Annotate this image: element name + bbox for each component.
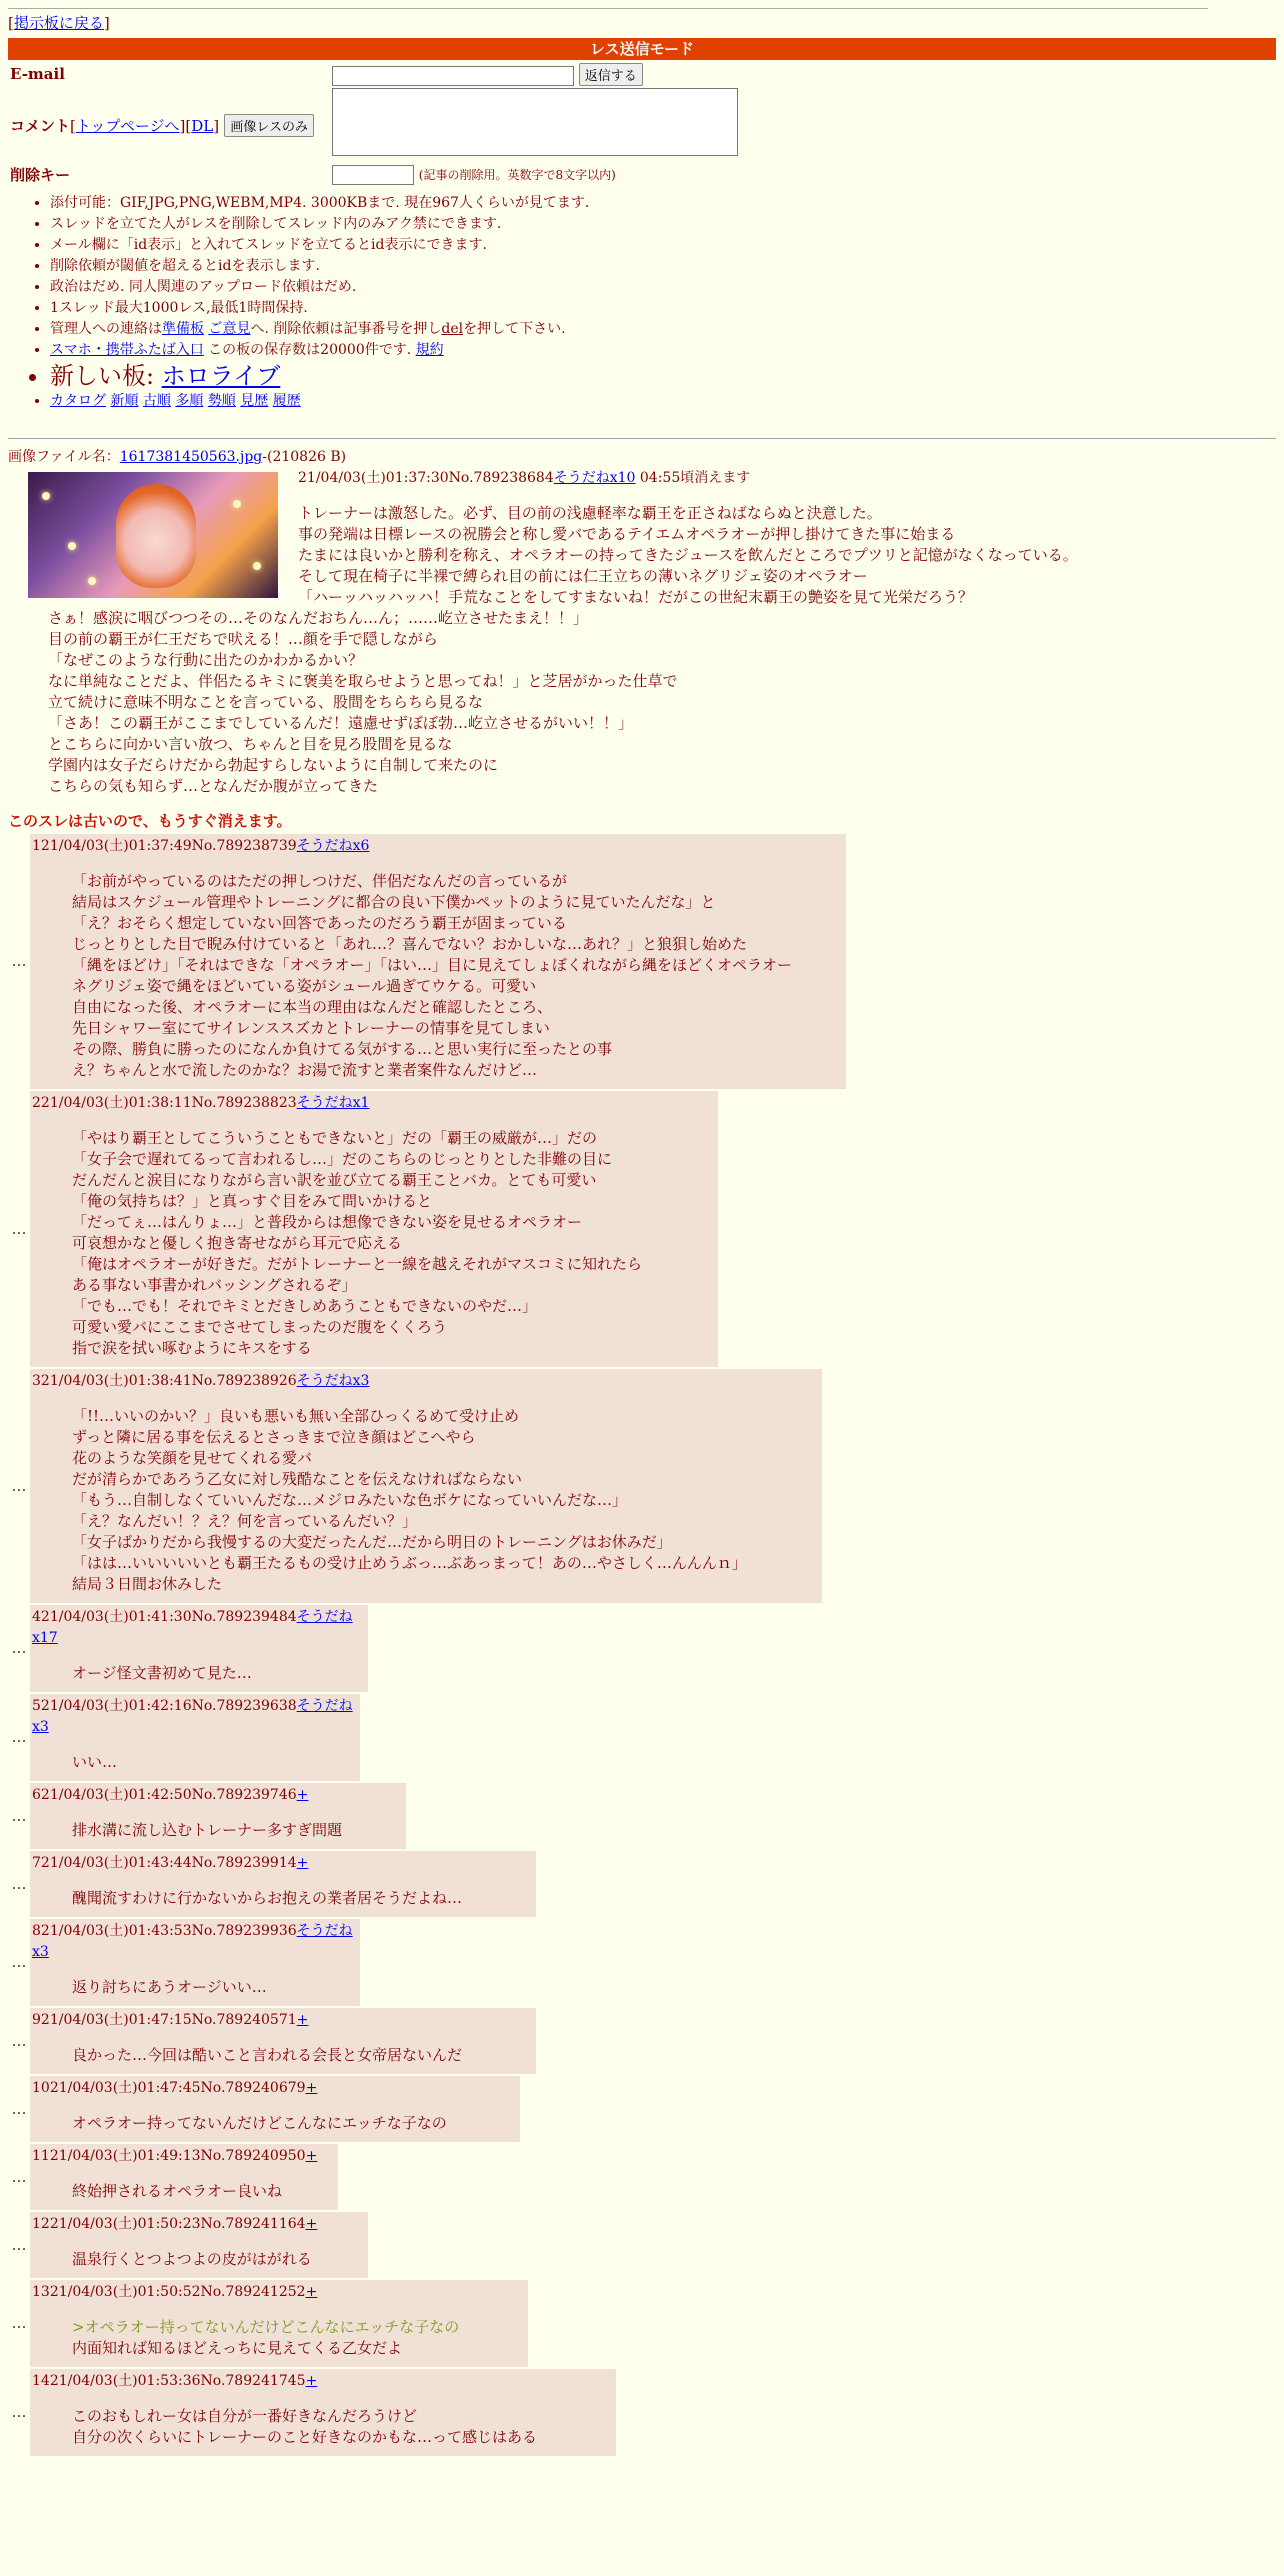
new-board-link[interactable]: ホロライブ [161, 362, 281, 390]
reply-line: 先日シャワー室にてサイレンススズカとトレーナーの情事を見てしまい [72, 1019, 550, 1037]
reply-meta: 21/04/03(土)01:47:15No.789240571 [40, 2012, 297, 2028]
delete-key-label: 削除キー [10, 165, 71, 184]
reply-number: 9 [32, 2012, 41, 2028]
soudane-link[interactable]: そうだねx6 [296, 838, 370, 854]
reply-meta: 21/04/03(土)01:42:50No.789239746 [40, 1787, 297, 1803]
reply-line: 結局はスケジュール管理やトレーニングに都合の良い下僕かペットのように見ていたんだな」と [72, 893, 716, 911]
rule-item: • スレッドを立てた人がレスを削除してスレッド内のみアク禁にできます. [50, 214, 1276, 235]
reply-number: 2 [32, 1095, 41, 1111]
reply-number: 1 [32, 838, 41, 854]
reply-body [72, 871, 840, 1081]
reply-row [8, 2212, 1276, 2278]
reply-body [72, 2317, 522, 2359]
reply-number: 14 [32, 2373, 50, 2389]
reply-line: 指で涙を拭い啄むようにキスをする [72, 1339, 312, 1357]
old-thread-notice: このスレは古いので、もうすぐ消えます。 [8, 812, 292, 830]
reply-row [8, 1783, 1276, 1849]
top-page-link[interactable]: トップページへ [75, 116, 180, 135]
reply-number: 11 [32, 2148, 50, 2164]
op-header: 21/04/03(土)01:37:30No.789238684そうだねx10 04:55頃消えます [298, 470, 751, 486]
mobile-entrance-link[interactable]: スマホ・携帯ふたば入口 [50, 342, 204, 358]
prep-board-link[interactable]: 準備板 [162, 321, 204, 337]
image-only-button[interactable]: 画像レスのみ [224, 114, 314, 137]
rule-item: • 1スレッド最大1000レス,最低1時間保持. [50, 298, 1276, 319]
reply-ellipsis: … [11, 1953, 27, 1971]
reply-header [32, 2214, 362, 2235]
reply-row [8, 1369, 1276, 1603]
reply-box [30, 1783, 406, 1849]
reply-line: 「え？おそらく想定していない回答であったのだろう覇王が固まっている [72, 914, 567, 932]
reply-body [72, 1752, 354, 1773]
reply-meta: 21/04/03(土)01:37:49No.789238739 [40, 838, 297, 854]
terms-link[interactable]: 規約 [415, 342, 444, 358]
feedback-link[interactable]: ご意見 [208, 321, 251, 337]
reply-body [72, 2406, 610, 2448]
nav-history[interactable]: 履歴 [272, 393, 301, 409]
op-soudane-link[interactable]: そうだねx10 [553, 470, 636, 486]
reply-header [32, 2010, 530, 2031]
reply-header [32, 2282, 522, 2303]
reply-line: 可愛い愛バにここまでさせてしまったのだ腹をくくろう [72, 1318, 448, 1336]
reply-number: 13 [32, 2284, 50, 2300]
soudane-link[interactable]: + [296, 2012, 309, 2028]
reply-box [30, 1694, 360, 1781]
reply-line: 「はは…いいいいいとも覇王たるもの受け止めうぶっ…ぶあっまって！あの…やさしく…んんんｎ」 [72, 1554, 747, 1572]
reply-line: 「え？なんだい！？え？何を言っているんだい？」 [72, 1512, 418, 1530]
reply-line: ずっと隣に居る事を伝えるとさっきまで泣き顔はどこへやら [72, 1428, 476, 1446]
reply-number: 10 [32, 2080, 50, 2096]
op-file-link[interactable]: 1617381450563.jpg [119, 449, 263, 465]
email-field[interactable] [332, 66, 574, 86]
reply-meta: 21/04/03(土)01:41:30No.789239484 [40, 1609, 297, 1625]
reply-meta: 21/04/03(土)01:53:36No.789241745 [49, 2373, 306, 2389]
reply-row [8, 1091, 1276, 1367]
reply-line: 「もう…自制しなくていいんだな…メジロみたいな色ボケになっていいんだな…」 [72, 1491, 628, 1509]
reply-box [30, 2144, 338, 2210]
soudane-link[interactable]: そうだねx3 [32, 1923, 353, 1960]
op-body-wide: さぁ！感涙に咽びつつその…そのなんだおちん…ん；……屹立させたまえ！！」 目の前の覇王が仁王だちで吠える！…顔を手で隠しながら 「なぜこのような行動に出たのかわかるかい？ なに単純なことだよ、伴侶たるキミに褒美を取らせようと思ってね！」と芝居がかった仕草で 立て続けに意味不明なことを言っている、股間をちらちら見るな 「さあ！この覇王がここまでしているんだ！遠慮せずぼぼ勃…屹立させるがいい！！」 とこちらに向かい言い放つ、ちゃんと目を見ろ股間を見るな 学園内は女子だらけだから勃起すらしないように自制して来たのに こちらの気も知らず…となんだか腹が立ってきた [48, 609, 678, 795]
nav-old[interactable]: 古順 [142, 393, 171, 409]
reply-line: このおもしれー女は自分が一番好きなんだろうけど [72, 2407, 418, 2425]
reply-body [72, 1977, 354, 1998]
reply-ellipsis: … [11, 2314, 27, 2332]
soudane-link[interactable]: + [296, 1787, 309, 1803]
reply-list [8, 834, 1276, 2456]
reply-row [8, 2008, 1276, 2074]
new-board: • 新しい板: ホロライブ [50, 361, 1276, 391]
soudane-link[interactable]: + [305, 2216, 318, 2232]
reply-meta: 21/04/03(土)01:38:41No.789238926 [40, 1373, 297, 1389]
reply-line: 内面知れば知るほどえっちに見えてくる乙女だよ [72, 2339, 403, 2357]
rule-item: • メール欄に「id表示」と入れてスレッドを立てるとid表示にできます. [50, 235, 1276, 256]
delete-key-note: (記事の削除用。英数字で8文字以内) [418, 168, 616, 182]
reply-line: 「!!…いいのかい？」良いも悪いも無い全部ひっくるめて受け止め [72, 1407, 520, 1425]
board-rules [8, 193, 1276, 412]
back-to-board-link[interactable]: 掲示板に戻る [13, 14, 104, 32]
reply-box [30, 1605, 368, 1692]
reply-body [72, 2249, 362, 2270]
reply-meta: 21/04/03(土)01:43:53No.789239936 [40, 1923, 297, 1939]
reply-line: だんだんと涙目になりながら言い訳を並び立てる覇王ことバカ。とても可愛い [72, 1171, 597, 1189]
soudane-link[interactable]: + [305, 2284, 318, 2300]
reply-line: 「女子会で遅れてるって言われるし…」だのこちらのじっとりとした非難の目に [72, 1150, 613, 1168]
nav-viewed[interactable]: 見歴 [240, 393, 269, 409]
reply-number: 8 [32, 1923, 41, 1939]
op-file-info: 画像ファイル名：1617381450563.jpg-(210826 B) [8, 449, 347, 465]
reply-line: その際、勝負に勝ったのになんか負けてる気がする…と思い実行に至ったとの事 [72, 1040, 613, 1058]
reply-line: 結局３日間お休みした [72, 1575, 223, 1593]
reply-ellipsis: … [11, 1219, 27, 1238]
rule-item: • 政治はだめ. 同人関連のアップロード依頼はだめ. [50, 277, 1276, 298]
reply-box [30, 2280, 528, 2367]
reply-line: いい… [72, 1753, 118, 1771]
reply-ellipsis: … [11, 2167, 27, 2186]
soudane-link[interactable]: そうだねx3 [32, 1698, 353, 1735]
rule-mobile: • スマホ・携帯ふたば入口 この板の保存数は20000件です. 規約 [50, 340, 1276, 361]
reply-line: 自由になった後、オペラオーに本当の理由はなんだと確認したところ、 [72, 998, 553, 1016]
reply-box [30, 834, 846, 1089]
reply-box [30, 2212, 368, 2278]
reply-line: え？ちゃんと水で流したのかな？お湯で流すと業者案件なんだけど… [72, 1061, 538, 1079]
delete-key-field[interactable] [332, 165, 414, 185]
reply-row [8, 2076, 1276, 2142]
reply-row [8, 1605, 1276, 1692]
reply-quote: >オペラオー持ってないんだけどこんなにエッチな子なの [72, 2318, 460, 2336]
reply-body [72, 1128, 712, 1359]
reply-body [72, 2045, 530, 2066]
reply-ellipsis: … [11, 1476, 27, 1495]
reply-body [72, 1888, 530, 1909]
reply-row [8, 2144, 1276, 2210]
reply-row [8, 1694, 1276, 1781]
reply-ellipsis: … [11, 2403, 27, 2421]
reply-row [8, 1851, 1276, 1917]
reply-header [32, 1785, 400, 1806]
reply-line: 可哀想かなと優しく抱き寄せながら耳元で応える [72, 1234, 403, 1252]
rule-item: • 削除依頼が閾値を超えるとidを表示します. [50, 256, 1276, 277]
reply-box [30, 1091, 718, 1367]
sort-nav [50, 391, 1276, 412]
reply-box [30, 2369, 616, 2456]
nav-catalog[interactable]: カタログ [50, 393, 106, 409]
reply-line: 返り討ちにあうオージいい… [72, 1978, 267, 1996]
reply-ellipsis: … [11, 1874, 27, 1893]
reply-line: 「俺の気持ちは？」と真っすぐ目をみて問いかけると [72, 1192, 433, 1210]
reply-line: 「お前がやっているのはただの押しつけだ、伴侶だなんだの言っているが [72, 872, 568, 890]
reply-header [32, 1696, 354, 1738]
reply-line: 「だってぇ…はんりょ…」と普段からは想像できない姿を見せるオペラオー [72, 1213, 583, 1231]
rule-item: • 添付可能：GIF,JPG,PNG,WEBM,MP4. 3000KBまで. 現在967人くらいが見てます. [50, 193, 1276, 214]
reply-number: 7 [32, 1855, 41, 1871]
reply-line: 「女子ばかりだから我慢するの大変だったんだ…だから明日のトレーニングはお休みだ」 [72, 1533, 672, 1551]
reply-row [8, 834, 1276, 1089]
reply-header [32, 1093, 712, 1114]
comment-textarea[interactable] [332, 88, 738, 156]
reply-header [32, 1921, 354, 1963]
reply-box [30, 1851, 536, 1917]
reply-body [72, 1663, 362, 1684]
reply-line: ある事ない事書かれバッシングされるぞ」 [72, 1276, 357, 1294]
reply-line: 終始押されるオペラオー良いね [72, 2182, 283, 2200]
op-thumbnail-image[interactable] [28, 472, 278, 598]
reply-line: 醜聞流すわけに行かないからお抱えの業者居そうだよね… [72, 1889, 463, 1907]
reply-header [32, 836, 840, 857]
reply-ellipsis: … [11, 1806, 27, 1825]
submit-reply-button[interactable]: 返信する [579, 63, 643, 86]
reply-line: オージ怪文書初めて見た… [72, 1664, 252, 1682]
nav-momentum[interactable]: 勢順 [207, 393, 236, 409]
reply-line: 「縄をほどけ」「それはできな「オペラオー」「はい…」目に見えてしょぼくれながら縄をほどくオペラオー [72, 956, 793, 974]
reply-header [32, 1607, 362, 1649]
back-to-board: [掲示板に戻る] [8, 14, 110, 32]
section-divider [8, 438, 1276, 439]
reply-ellipsis: … [11, 2099, 27, 2118]
post-form [8, 62, 740, 187]
reply-meta: 21/04/03(土)01:50:23No.789241164 [49, 2216, 306, 2232]
soudane-link[interactable]: + [305, 2080, 318, 2096]
reply-body [72, 1406, 816, 1595]
reply-line: オペラオー持ってないんだけどこんなにエッチな子なの [72, 2114, 447, 2132]
op-body-indented: トレーナーは激怒した。必ず、目の前の浅慮軽率な覇王を正さねばならぬと決意した。 事の発端は日標レースの祝勝会と称し愛バであるテイエムオペラオーが押し掛けてきた事に始まる たまには良いかと勝利を称え、オペラオーの持ってきたジュースを飲んだところでプツリと記憶がなくなっている。 そして現在椅子に半裸で縛られ目の前には仁王立ちの薄いネグリジェ姿のオペラオー 「ハーッハッハッハ！手荒なことをしてすまないね！だがこの世紀末覇王の艶姿を見て光栄だろう？ [298, 504, 1078, 606]
soudane-link[interactable]: そうだねx17 [32, 1609, 353, 1646]
reply-meta: 21/04/03(土)01:49:13No.789240950 [49, 2148, 306, 2164]
reply-line: 自分の次くらいにトレーナーのこと好きなのかもな…って感じはある [72, 2428, 538, 2446]
reply-meta: 21/04/03(土)01:38:11No.789238823 [40, 1095, 297, 1111]
top-rule [8, 8, 1208, 9]
reply-line: 花のような笑顔を見せてくれる愛バ [72, 1449, 313, 1467]
reply-meta: 21/04/03(土)01:47:45No.789240679 [49, 2080, 306, 2096]
reply-meta: 21/04/03(土)01:43:44No.789239914 [40, 1855, 297, 1871]
reply-line: 「俺はオペラオーが好きだ。だがトレーナーと一線を越えそれがマスコミに知れたら [72, 1255, 643, 1273]
reply-box [30, 2076, 520, 2142]
reply-number: 12 [32, 2216, 50, 2232]
reply-header [32, 2146, 332, 2167]
reply-meta: 21/04/03(土)01:50:52No.789241252 [49, 2284, 306, 2300]
reply-header [32, 2078, 514, 2099]
reply-ellipsis: … [11, 952, 27, 970]
reply-line: 温泉行くとつよつよの皮がはがれる [72, 2250, 312, 2268]
reply-line: ネグリジェ姿で縄をほどいている姿がシュール過ぎてウケる。可愛い [72, 977, 537, 995]
reply-number: 4 [32, 1609, 41, 1625]
reply-number: 5 [32, 1698, 41, 1714]
reply-ellipsis: … [11, 2031, 27, 2050]
soudane-link[interactable]: + [296, 1855, 309, 1871]
soudane-link[interactable]: + [305, 2148, 318, 2164]
reply-box [30, 1369, 822, 1603]
reply-header [32, 1371, 816, 1392]
reply-meta: 21/04/03(土)01:42:16No.789239638 [40, 1698, 297, 1714]
nav-new[interactable]: 新順 [110, 393, 139, 409]
reply-mode-bar: レス送信モード [8, 38, 1276, 60]
reply-line: 「やはり覇王としてこういうこともできないと」だの「覇王の威厳が…」だの [72, 1129, 598, 1147]
reply-row [8, 2369, 1276, 2456]
reply-number: 3 [32, 1373, 41, 1389]
reply-ellipsis: … [11, 2235, 27, 2254]
reply-line: 「でも…でも！それでキミとだきしめあうこともできないのやだ…」 [72, 1297, 538, 1315]
reply-ellipsis: … [11, 1728, 27, 1746]
soudane-link[interactable]: そうだねx1 [296, 1095, 370, 1111]
dl-link[interactable]: DL [191, 116, 214, 135]
reply-box [30, 1919, 360, 2006]
reply-line: 良かった…今回は酷いこと言われる会長と女帝居ないんだ [72, 2046, 463, 2064]
reply-row [8, 2280, 1276, 2367]
reply-header [32, 2371, 610, 2392]
reply-box [30, 2008, 536, 2074]
soudane-link[interactable]: そうだねx3 [296, 1373, 370, 1389]
reply-line: だが清らかであろう乙女に対し残酷なことを伝えなければならない [72, 1470, 523, 1488]
reply-line: じっとりとした目で睨み付けていると「あれ…？喜んでない？おかしいな…あれ？」と狼狽し始めた [72, 935, 748, 953]
soudane-link[interactable]: + [305, 2373, 318, 2389]
reply-body [72, 2181, 332, 2202]
reply-line: 排水溝に流し込むトレーナー多すぎ問題 [72, 1821, 343, 1839]
reply-header [32, 1853, 530, 1874]
comment-label: コメント [10, 116, 71, 135]
reply-ellipsis: … [11, 1639, 27, 1657]
reply-body [72, 2113, 514, 2134]
reply-body [72, 1820, 400, 1841]
reply-number: 6 [32, 1787, 41, 1803]
comment-label-cell: コメント[トップページへ][DL] 画像レスのみ [8, 87, 330, 163]
reply-row [8, 1919, 1276, 2006]
nav-many[interactable]: 多順 [175, 393, 204, 409]
rule-admin: • 管理人への連絡は準備板 ご意見へ. 削除依頼は記事番号を押しdelを押して下さい. [50, 319, 1276, 340]
email-label: E-mail [10, 65, 65, 83]
op-post [8, 468, 1276, 797]
